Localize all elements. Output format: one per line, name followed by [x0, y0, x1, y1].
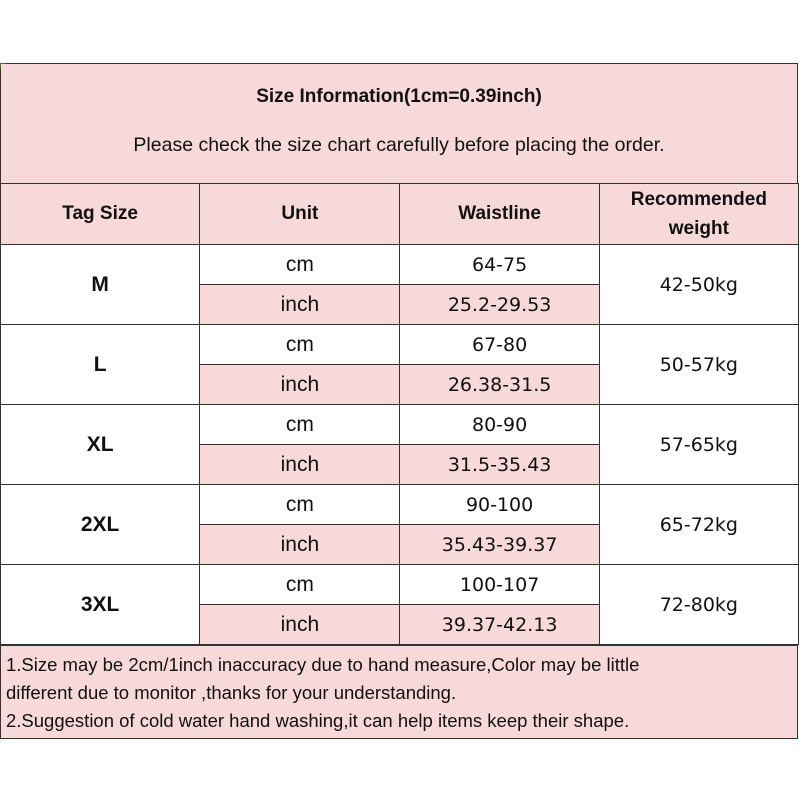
table-row	[1, 565, 799, 605]
page-title: Size Information(1cm=0.39inch)	[256, 86, 542, 107]
unit-cell: inch	[200, 605, 400, 645]
waistline-cell: 100-107	[400, 565, 599, 605]
unit-cell: inch	[200, 445, 400, 485]
table-row	[1, 485, 799, 525]
table-row	[1, 405, 799, 445]
column-header-recommended-weight-label: Recommended weight	[630, 189, 767, 239]
unit-cell: inch	[200, 525, 400, 565]
waistline-cell: 25.2-29.53	[400, 285, 599, 325]
column-header-recommended-weight	[599, 184, 798, 245]
waistline-cell: 31.5-35.43	[400, 445, 599, 485]
waistline-cell: 67-80	[400, 325, 599, 365]
table-row	[1, 325, 799, 365]
tag-size-cell: 2XL	[1, 485, 200, 565]
note-line-3: 2.Suggestion of cold water hand washing,it can help items keep their shape.	[6, 710, 630, 731]
size-table	[0, 183, 799, 645]
weight-cell: 57-65kg	[599, 405, 798, 485]
weight-cell: 72-80kg	[599, 565, 798, 645]
weight-cell: 65-72kg	[599, 485, 798, 565]
notes-box	[0, 645, 798, 739]
column-header-tag-size: Tag Size	[1, 184, 200, 245]
unit-cell: cm	[200, 325, 400, 365]
page-subtitle: Please check the size chart carefully before placing the order.	[133, 134, 665, 156]
column-header-unit: Unit	[200, 184, 400, 245]
tag-size-cell: 3XL	[1, 565, 200, 645]
waistline-cell: 39.37-42.13	[400, 605, 599, 645]
table-row	[1, 245, 799, 285]
tag-size-cell: L	[1, 325, 200, 405]
unit-cell: cm	[200, 405, 400, 445]
waistline-cell: 64-75	[400, 245, 599, 285]
weight-cell: 50-57kg	[599, 325, 798, 405]
unit-cell: cm	[200, 245, 400, 285]
weight-cell: 42-50kg	[599, 245, 798, 325]
note-line-2: different due to monitor ,thanks for your understanding.	[6, 682, 457, 703]
waistline-cell: 35.43-39.37	[400, 525, 599, 565]
unit-cell: cm	[200, 485, 400, 525]
unit-cell: cm	[200, 565, 400, 605]
waistline-cell: 26.38-31.5	[400, 365, 599, 405]
table-header-row	[1, 184, 799, 245]
note-line-1: 1.Size may be 2cm/1inch inaccuracy due to hand measure,Color may be little	[6, 654, 640, 675]
unit-cell: inch	[200, 365, 400, 405]
size-chart-header	[1, 64, 797, 184]
unit-cell: inch	[200, 285, 400, 325]
tag-size-cell: XL	[1, 405, 200, 485]
waistline-cell: 80-90	[400, 405, 599, 445]
waistline-cell: 90-100	[400, 485, 599, 525]
column-header-waistline: Waistline	[400, 184, 599, 245]
tag-size-cell: M	[1, 245, 200, 325]
